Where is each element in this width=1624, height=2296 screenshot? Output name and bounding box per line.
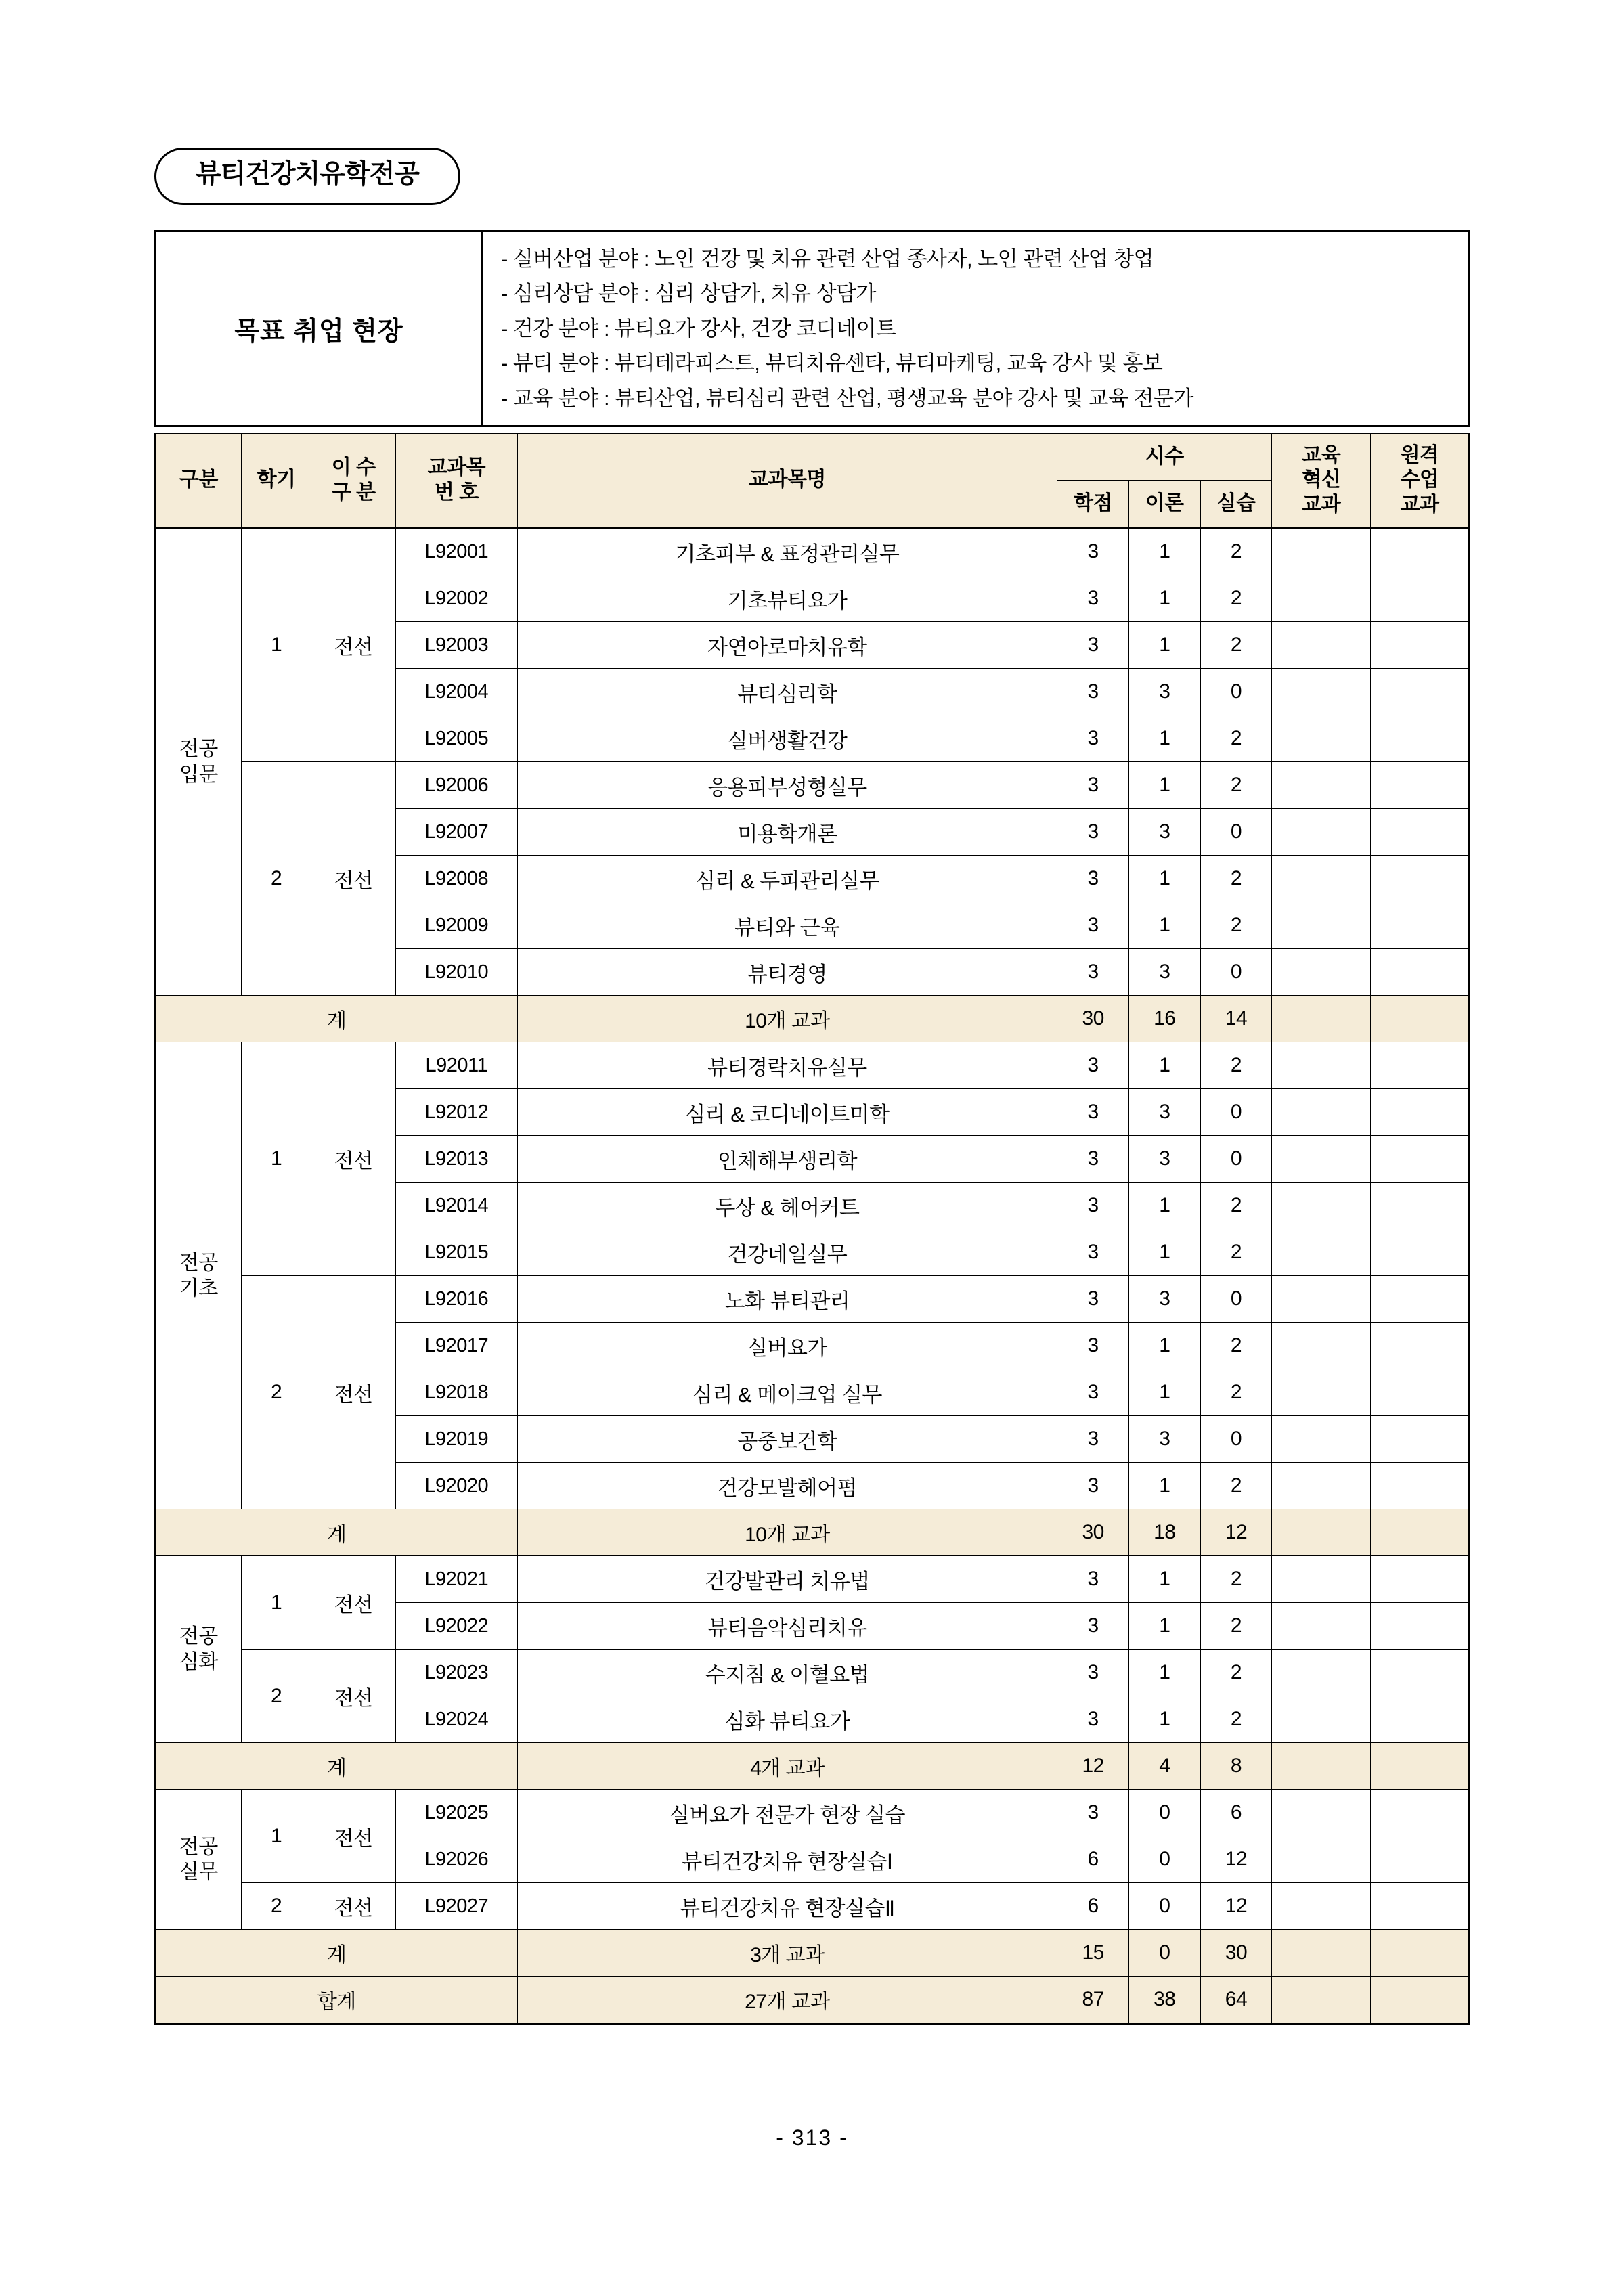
course-theory: 1 — [1128, 1556, 1200, 1603]
course-practice: 0 — [1200, 949, 1272, 996]
subtotal-remote — [1371, 1930, 1470, 1977]
course-credits: 3 — [1057, 1136, 1129, 1183]
course-practice: 2 — [1200, 715, 1272, 762]
subtotal-practice: 14 — [1200, 996, 1272, 1042]
course-theory: 1 — [1128, 1650, 1200, 1696]
course-remote — [1371, 949, 1470, 996]
subtotal-theory: 4 — [1128, 1743, 1200, 1790]
subtotal-innovation — [1272, 1743, 1371, 1790]
course-remote — [1371, 1836, 1470, 1883]
header-credit-type: 이 수 구 분 — [311, 434, 396, 528]
subtotal-practice: 12 — [1200, 1509, 1272, 1556]
course-theory: 0 — [1128, 1883, 1200, 1930]
course-theory: 3 — [1128, 1089, 1200, 1136]
course-theory: 1 — [1128, 1183, 1200, 1229]
course-innovation — [1272, 1416, 1371, 1463]
subtotal-row — [156, 1930, 1470, 1977]
course-practice: 2 — [1200, 622, 1272, 669]
course-credits: 3 — [1057, 575, 1129, 622]
course-code: L92022 — [395, 1603, 517, 1650]
course-remote — [1371, 622, 1470, 669]
course-credits: 3 — [1057, 856, 1129, 902]
credit-type-cell: 전선 — [311, 1276, 396, 1509]
course-remote — [1371, 1042, 1470, 1089]
course-innovation — [1272, 1463, 1371, 1509]
subtotal-theory: 0 — [1128, 1930, 1200, 1977]
course-theory: 1 — [1128, 1042, 1200, 1089]
page-number: - 313 - — [776, 2125, 848, 2150]
course-remote — [1371, 1650, 1470, 1696]
grand-total-row — [156, 1977, 1470, 2024]
course-theory: 1 — [1128, 1229, 1200, 1276]
course-code: L92025 — [395, 1790, 517, 1836]
course-practice: 12 — [1200, 1883, 1272, 1930]
course-name: 기초피부 & 표정관리실무 — [517, 528, 1057, 575]
course-code: L92001 — [395, 528, 517, 575]
course-practice: 2 — [1200, 575, 1272, 622]
credit-type-cell: 전선 — [311, 1042, 396, 1276]
course-code: L92020 — [395, 1463, 517, 1509]
page-title-container — [154, 148, 460, 205]
course-name: 건강모발헤어펌 — [517, 1463, 1057, 1509]
course-name: 수지침 & 이혈요법 — [517, 1650, 1057, 1696]
semester-cell: 2 — [241, 1650, 311, 1743]
credit-type-cell: 전선 — [311, 1556, 396, 1650]
course-practice: 2 — [1200, 1042, 1272, 1089]
course-innovation — [1272, 809, 1371, 856]
total-theory: 38 — [1128, 1977, 1200, 2024]
course-code: L92005 — [395, 715, 517, 762]
course-practice: 2 — [1200, 1183, 1272, 1229]
course-theory: 3 — [1128, 1416, 1200, 1463]
course-name: 뷰티와 근육 — [517, 902, 1057, 949]
table-row — [156, 1276, 1470, 1323]
subtotal-theory: 18 — [1128, 1509, 1200, 1556]
semester-cell: 2 — [241, 762, 311, 996]
subtotal-name: 3개 교과 — [517, 1930, 1057, 1977]
course-practice: 2 — [1200, 1650, 1272, 1696]
course-remote — [1371, 575, 1470, 622]
course-remote — [1371, 1556, 1470, 1603]
header-practice: 실습 — [1200, 481, 1272, 528]
course-theory: 1 — [1128, 622, 1200, 669]
header-innovation: 교육 혁신 교과 — [1272, 434, 1371, 528]
course-theory: 1 — [1128, 762, 1200, 809]
course-name: 뷰티심리학 — [517, 669, 1057, 715]
course-code: L92013 — [395, 1136, 517, 1183]
course-theory: 1 — [1128, 1603, 1200, 1650]
course-theory: 3 — [1128, 669, 1200, 715]
course-code: L92019 — [395, 1416, 517, 1463]
total-name: 27개 교과 — [517, 1977, 1057, 2024]
course-innovation — [1272, 1089, 1371, 1136]
course-innovation — [1272, 902, 1371, 949]
table-row — [156, 528, 1470, 575]
course-name: 심리 & 메이크업 실무 — [517, 1369, 1057, 1416]
course-credits: 3 — [1057, 1556, 1129, 1603]
course-code: L92016 — [395, 1276, 517, 1323]
table-header-row-1 — [156, 434, 1470, 481]
course-innovation — [1272, 1650, 1371, 1696]
semester-cell: 2 — [241, 1276, 311, 1509]
total-credits: 87 — [1057, 1977, 1129, 2024]
course-code: L92008 — [395, 856, 517, 902]
course-credits: 3 — [1057, 1042, 1129, 1089]
course-remote — [1371, 856, 1470, 902]
credit-type-cell: 전선 — [311, 1883, 396, 1930]
course-name: 자연아로마치유학 — [517, 622, 1057, 669]
subtotal-innovation — [1272, 1930, 1371, 1977]
course-practice: 6 — [1200, 1790, 1272, 1836]
subtotal-innovation — [1272, 996, 1371, 1042]
course-innovation — [1272, 1603, 1371, 1650]
subtotal-row — [156, 996, 1470, 1042]
course-remote — [1371, 1463, 1470, 1509]
credit-type-cell: 전선 — [311, 762, 396, 996]
table-row — [156, 1650, 1470, 1696]
subtotal-name: 10개 교과 — [517, 996, 1057, 1042]
division-cell: 전공 기초 — [156, 1042, 242, 1509]
header-theory: 이론 — [1128, 481, 1200, 528]
course-theory: 1 — [1128, 1369, 1200, 1416]
course-practice: 2 — [1200, 1369, 1272, 1416]
course-name: 실버요가 전문가 현장 실습 — [517, 1790, 1057, 1836]
table-header — [156, 434, 1470, 528]
subtotal-name: 10개 교과 — [517, 1509, 1057, 1556]
course-practice: 0 — [1200, 669, 1272, 715]
course-code: L92004 — [395, 669, 517, 715]
course-credits: 3 — [1057, 1790, 1129, 1836]
course-theory: 3 — [1128, 1276, 1200, 1323]
division-cell: 전공 실무 — [156, 1790, 242, 1930]
course-name: 응용피부성형실무 — [517, 762, 1057, 809]
course-innovation — [1272, 1183, 1371, 1229]
subtotal-theory: 16 — [1128, 996, 1200, 1042]
course-remote — [1371, 1416, 1470, 1463]
subtotal-innovation — [1272, 1509, 1371, 1556]
course-credits: 3 — [1057, 809, 1129, 856]
course-practice: 2 — [1200, 902, 1272, 949]
course-theory: 0 — [1128, 1836, 1200, 1883]
course-practice: 0 — [1200, 1416, 1272, 1463]
course-remote — [1371, 1603, 1470, 1650]
course-credits: 3 — [1057, 1369, 1129, 1416]
course-credits: 3 — [1057, 762, 1129, 809]
course-theory: 3 — [1128, 949, 1200, 996]
course-innovation — [1272, 762, 1371, 809]
course-innovation — [1272, 528, 1371, 575]
course-remote — [1371, 1089, 1470, 1136]
course-code: L92002 — [395, 575, 517, 622]
course-credits: 3 — [1057, 622, 1129, 669]
course-remote — [1371, 902, 1470, 949]
header-remote: 원격 수업 교과 — [1371, 434, 1470, 528]
employment-goal-label: 목표 취업 현장 — [156, 232, 483, 425]
course-name: 미용학개론 — [517, 809, 1057, 856]
course-name: 두상 & 헤어커트 — [517, 1183, 1057, 1229]
semester-cell: 1 — [241, 1556, 311, 1650]
subtotal-credits: 12 — [1057, 1743, 1129, 1790]
course-innovation — [1272, 1323, 1371, 1369]
course-name: 실버생활건강 — [517, 715, 1057, 762]
table-row — [156, 1556, 1470, 1603]
course-code: L92021 — [395, 1556, 517, 1603]
course-name: 뷰티음악심리치유 — [517, 1603, 1057, 1650]
subtotal-name: 4개 교과 — [517, 1743, 1057, 1790]
course-code: L92026 — [395, 1836, 517, 1883]
course-practice: 2 — [1200, 1323, 1272, 1369]
employment-goal-list — [483, 232, 1468, 425]
course-credits: 3 — [1057, 1276, 1129, 1323]
semester-cell: 1 — [241, 528, 311, 762]
course-name: 기초뷰티요가 — [517, 575, 1057, 622]
subtotal-credits: 30 — [1057, 996, 1129, 1042]
course-innovation — [1272, 1883, 1371, 1930]
course-credits: 3 — [1057, 1650, 1129, 1696]
course-innovation — [1272, 1229, 1371, 1276]
course-credits: 3 — [1057, 715, 1129, 762]
table-body — [156, 528, 1470, 2024]
course-credits: 6 — [1057, 1883, 1129, 1930]
course-credits: 3 — [1057, 1696, 1129, 1743]
header-credits: 학점 — [1057, 481, 1129, 528]
course-remote — [1371, 715, 1470, 762]
course-code: L92024 — [395, 1696, 517, 1743]
semester-cell: 1 — [241, 1042, 311, 1276]
header-course-name: 교과목명 — [517, 434, 1057, 528]
course-remote — [1371, 762, 1470, 809]
course-code: L92014 — [395, 1183, 517, 1229]
table-row — [156, 1042, 1470, 1089]
course-practice: 0 — [1200, 1276, 1272, 1323]
course-remote — [1371, 1369, 1470, 1416]
goal-line: - 교육 분야 : 뷰티산업, 뷰티심리 관련 산업, 평생교육 분야 강사 및 교육 전문가 — [501, 386, 1194, 410]
course-innovation — [1272, 715, 1371, 762]
subtotal-remote — [1371, 996, 1470, 1042]
header-hours-group: 시수 — [1057, 434, 1272, 481]
subtotal-credits: 30 — [1057, 1509, 1129, 1556]
course-practice: 12 — [1200, 1836, 1272, 1883]
course-remote — [1371, 1276, 1470, 1323]
course-innovation — [1272, 1790, 1371, 1836]
total-label: 합계 — [156, 1977, 518, 2024]
credit-type-cell: 전선 — [311, 1650, 396, 1743]
course-remote — [1371, 1229, 1470, 1276]
total-innovation — [1272, 1977, 1371, 2024]
division-cell: 전공 심화 — [156, 1556, 242, 1743]
course-code: L92007 — [395, 809, 517, 856]
course-theory: 3 — [1128, 1136, 1200, 1183]
goal-line: - 심리상담 분야 : 심리 상담가, 치유 상담가 — [501, 282, 876, 306]
semester-cell: 2 — [241, 1883, 311, 1930]
course-name: 뷰티건강치유 현장실습Ⅰ — [517, 1836, 1057, 1883]
course-name: 뷰티경영 — [517, 949, 1057, 996]
subtotal-label: 계 — [156, 996, 518, 1042]
course-name: 심리 & 두피관리실무 — [517, 856, 1057, 902]
course-innovation — [1272, 949, 1371, 996]
course-name: 노화 뷰티관리 — [517, 1276, 1057, 1323]
division-cell: 전공 입문 — [156, 528, 242, 996]
course-name: 심화 뷰티요가 — [517, 1696, 1057, 1743]
course-credits: 3 — [1057, 949, 1129, 996]
course-credits: 6 — [1057, 1836, 1129, 1883]
course-theory: 1 — [1128, 1463, 1200, 1509]
subtotal-label: 계 — [156, 1930, 518, 1977]
course-name: 뷰티경락치유실무 — [517, 1042, 1057, 1089]
course-practice: 2 — [1200, 1463, 1272, 1509]
course-practice: 0 — [1200, 1136, 1272, 1183]
course-code: L92015 — [395, 1229, 517, 1276]
subtotal-practice: 30 — [1200, 1930, 1272, 1977]
course-name: 뷰티건강치유 현장실습Ⅱ — [517, 1883, 1057, 1930]
subtotal-credits: 15 — [1057, 1930, 1129, 1977]
table-row — [156, 1883, 1470, 1930]
course-innovation — [1272, 856, 1371, 902]
course-remote — [1371, 1183, 1470, 1229]
table-row — [156, 762, 1470, 809]
course-innovation — [1272, 669, 1371, 715]
employment-goal-box — [154, 230, 1470, 427]
course-innovation — [1272, 575, 1371, 622]
course-theory: 1 — [1128, 856, 1200, 902]
course-code: L92009 — [395, 902, 517, 949]
course-innovation — [1272, 1836, 1371, 1883]
course-innovation — [1272, 1276, 1371, 1323]
course-innovation — [1272, 1696, 1371, 1743]
course-remote — [1371, 1696, 1470, 1743]
course-name: 건강발관리 치유법 — [517, 1556, 1057, 1603]
course-theory: 1 — [1128, 575, 1200, 622]
course-name: 건강네일실무 — [517, 1229, 1057, 1276]
subtotal-row — [156, 1509, 1470, 1556]
total-practice: 64 — [1200, 1977, 1272, 2024]
course-credits: 3 — [1057, 1229, 1129, 1276]
course-practice: 2 — [1200, 856, 1272, 902]
course-theory: 1 — [1128, 1696, 1200, 1743]
subtotal-label: 계 — [156, 1743, 518, 1790]
curriculum-table — [154, 433, 1470, 2025]
course-remote — [1371, 1790, 1470, 1836]
goal-line: - 건강 분야 : 뷰티요가 강사, 건강 코디네이트 — [501, 316, 896, 340]
credit-type-cell: 전선 — [311, 1790, 396, 1883]
goal-line: - 뷰티 분야 : 뷰티테라피스트, 뷰티치유센타, 뷰티마케팅, 교육 강사 및 홍보 — [501, 351, 1163, 376]
course-theory: 3 — [1128, 809, 1200, 856]
course-practice: 0 — [1200, 1089, 1272, 1136]
course-theory: 1 — [1128, 715, 1200, 762]
course-code: L92003 — [395, 622, 517, 669]
course-credits: 3 — [1057, 669, 1129, 715]
course-code: L92018 — [395, 1369, 517, 1416]
course-theory: 0 — [1128, 1790, 1200, 1836]
subtotal-practice: 8 — [1200, 1743, 1272, 1790]
total-remote — [1371, 1977, 1470, 2024]
course-innovation — [1272, 622, 1371, 669]
course-practice: 2 — [1200, 1603, 1272, 1650]
course-practice: 2 — [1200, 1229, 1272, 1276]
course-remote — [1371, 528, 1470, 575]
subtotal-remote — [1371, 1509, 1470, 1556]
course-practice: 0 — [1200, 809, 1272, 856]
course-credits: 3 — [1057, 902, 1129, 949]
course-credits: 3 — [1057, 528, 1129, 575]
page-title: 뷰티건강치유학전공 — [154, 148, 460, 205]
course-remote — [1371, 809, 1470, 856]
course-theory: 1 — [1128, 902, 1200, 949]
course-code: L92010 — [395, 949, 517, 996]
course-code: L92023 — [395, 1650, 517, 1696]
course-code: L92006 — [395, 762, 517, 809]
course-innovation — [1272, 1556, 1371, 1603]
course-theory: 1 — [1128, 528, 1200, 575]
course-name: 실버요가 — [517, 1323, 1057, 1369]
course-credits: 3 — [1057, 1416, 1129, 1463]
course-credits: 3 — [1057, 1463, 1129, 1509]
goal-line: - 실버산업 분야 : 노인 건강 및 치유 관련 산업 종사자, 노인 관련 산업 창업 — [501, 247, 1154, 271]
subtotal-label: 계 — [156, 1509, 518, 1556]
subtotal-remote — [1371, 1743, 1470, 1790]
header-semester: 학기 — [241, 434, 311, 528]
course-practice: 2 — [1200, 762, 1272, 809]
course-credits: 3 — [1057, 1603, 1129, 1650]
header-division: 구분 — [156, 434, 242, 528]
course-theory: 1 — [1128, 1323, 1200, 1369]
table-row — [156, 1790, 1470, 1836]
header-course-code: 교과목 번 호 — [395, 434, 517, 528]
course-practice: 2 — [1200, 1696, 1272, 1743]
course-practice: 2 — [1200, 528, 1272, 575]
course-remote — [1371, 1136, 1470, 1183]
course-innovation — [1272, 1369, 1371, 1416]
course-practice: 2 — [1200, 1556, 1272, 1603]
semester-cell: 1 — [241, 1790, 311, 1883]
course-credits: 3 — [1057, 1089, 1129, 1136]
course-innovation — [1272, 1042, 1371, 1089]
credit-type-cell: 전선 — [311, 528, 396, 762]
course-name: 심리 & 코디네이트미학 — [517, 1089, 1057, 1136]
course-remote — [1371, 1883, 1470, 1930]
subtotal-row — [156, 1743, 1470, 1790]
course-name: 인체해부생리학 — [517, 1136, 1057, 1183]
course-remote — [1371, 1323, 1470, 1369]
course-credits: 3 — [1057, 1323, 1129, 1369]
course-innovation — [1272, 1136, 1371, 1183]
course-code: L92017 — [395, 1323, 517, 1369]
course-code: L92012 — [395, 1089, 517, 1136]
course-remote — [1371, 669, 1470, 715]
course-name: 공중보건학 — [517, 1416, 1057, 1463]
course-credits: 3 — [1057, 1183, 1129, 1229]
course-code: L92011 — [395, 1042, 517, 1089]
course-code: L92027 — [395, 1883, 517, 1930]
